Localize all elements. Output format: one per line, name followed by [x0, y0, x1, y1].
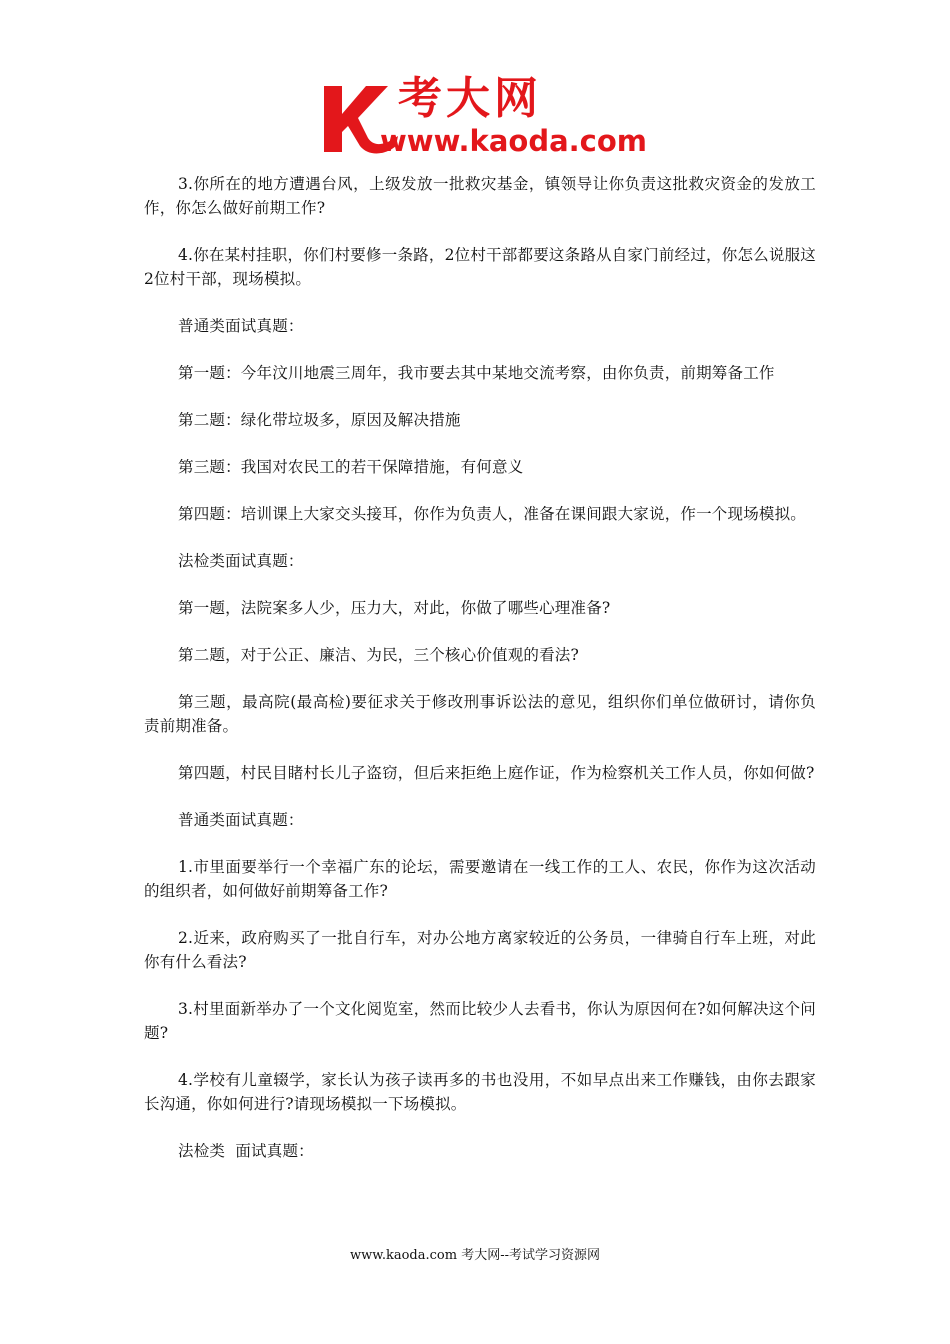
- paragraph: 4.学校有儿童辍学，家长认为孩子读再多的书也没用，不如早点出来工作赚钱，由你去跟家长沟通，你如何进行?请现场模拟一下场模拟。: [144, 1071, 816, 1113]
- paragraph: 2.近来，政府购买了一批自行车，对办公地方离家较近的公务员，一律骑自行车上班，对此你有什么看法?: [144, 929, 816, 971]
- section-heading: 法检类面试真题：: [178, 552, 304, 570]
- paragraph: 第一题，法院案多人少，压力大，对此，你做了哪些心理准备?: [178, 599, 611, 617]
- paragraph: 第一题：今年汶川地震三周年，我市要去其中某地交流考察，由你负责，前期筹备工作: [178, 364, 775, 382]
- paragraph: 第二题，对于公正、廉洁、为民，三个核心价值观的看法?: [178, 646, 580, 664]
- document-body: [144, 172, 816, 1186]
- page-footer: www.kaoda.com 考大网--考试学习资源网: [350, 1248, 600, 1263]
- logo-url: www.kaoda.com: [380, 124, 647, 158]
- paragraph: 3.村里面新举办了一个文化阅览室，然而比较少人去看书，你认为原因何在?如何解决这个问题?: [144, 1000, 816, 1042]
- paragraph: 第四题：培训课上大家交头接耳，你作为负责人，准备在课间跟大家说，作一个现场模拟。: [178, 505, 807, 523]
- logo-text: 考大网: [398, 73, 542, 124]
- paragraph: 4.你在某村挂职，你们村要修一条路，2位村干部都要这条路从自家门前经过，你怎么说服这2位村干部，现场模拟。: [144, 246, 816, 288]
- paragraph: 3.你所在的地方遭遇台风，上级发放一批救灾基金，镇领导让你负责这批救灾资金的发放工作，你怎么做好前期工作?: [144, 175, 816, 217]
- paragraph: 第三题：我国对农民工的若干保障措施，有何意义: [178, 458, 524, 476]
- paragraph: 第三题，最高院(最高检)要征求关于修改刑事诉讼法的意见，组织你们单位做研讨，请你负责前期准备。: [144, 693, 816, 735]
- section-heading: 普通类面试真题：: [178, 811, 304, 829]
- section-heading: 普通类面试真题：: [178, 317, 304, 335]
- paragraph: 第二题：绿化带垃圾多，原因及解决措施: [178, 411, 461, 429]
- section-heading: 法检类 面试真题：: [178, 1142, 314, 1160]
- paragraph: 第四题，村民目睹村长儿子盗窃，但后来拒绝上庭作证，作为检察机关工作人员，你如何做?: [178, 764, 815, 782]
- kaoda-logo: [318, 73, 647, 160]
- paragraph: 1.市里面要举行一个幸福广东的论坛，需要邀请在一线工作的工人、农民，你作为这次活动的组织者，如何做好前期筹备工作?: [144, 858, 816, 900]
